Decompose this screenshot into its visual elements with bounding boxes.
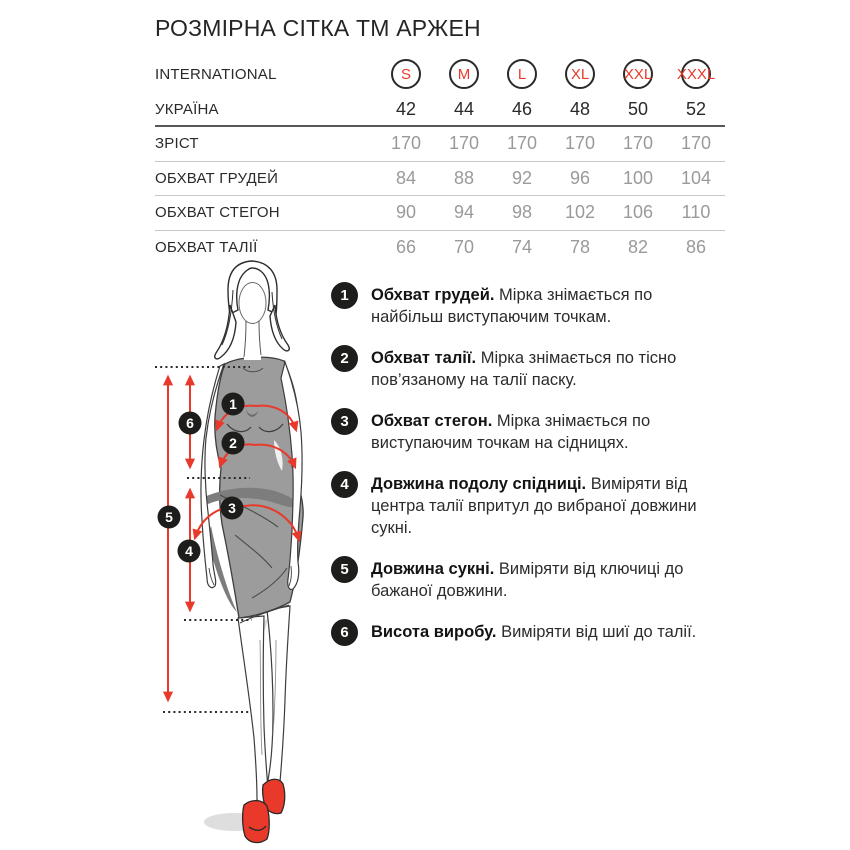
- size-badge-xl: [565, 59, 595, 89]
- value-cell: 102: [564, 202, 596, 223]
- row-label: ОБХВАТ ГРУДЕЙ: [155, 169, 279, 187]
- size-badge-m: [449, 59, 479, 89]
- value-cell: 98: [511, 202, 533, 223]
- value-cell: 78: [569, 237, 591, 258]
- value-cell: 170: [448, 133, 480, 154]
- row-label: ОБХВАТ ТАЛІЇ: [155, 239, 258, 257]
- red-shoes: [243, 779, 285, 842]
- size-letter: M: [457, 65, 471, 83]
- row-height: [155, 127, 725, 162]
- front-shoe: [243, 801, 270, 843]
- size-letter: XXL: [623, 65, 653, 83]
- legend-detail: Виміряти від ключиці до бажаної довжини.: [371, 560, 684, 600]
- marker-number-3: 3: [228, 500, 236, 516]
- legend-detail: Виміряти від центра талії впритул до вибраної довжини сукні.: [371, 475, 697, 537]
- value-cell: 66: [395, 237, 417, 258]
- legend-number-badge: 3: [331, 408, 358, 435]
- legend-term: Довжина сукні.: [371, 560, 495, 578]
- page-title: РОЗМІРНА СІТКА ТМ АРЖЕН: [155, 15, 481, 41]
- size-letter: L: [517, 65, 527, 83]
- legend-description: [371, 473, 725, 539]
- legend-description: [371, 284, 725, 328]
- legend-number-badge: 5: [331, 556, 358, 583]
- legend-number-badge: 1: [331, 282, 358, 309]
- row-hips: [155, 196, 725, 231]
- marker-number-4: 4: [185, 543, 193, 559]
- size-badge-xxxl: [676, 59, 716, 89]
- row-chest: [155, 162, 725, 197]
- woman-sketch-svg: [140, 258, 340, 850]
- legend-detail: Мірка знімається по виступаючим точкам на сідницях.: [371, 412, 651, 452]
- ukraine-label: УКРАЇНА: [155, 101, 219, 118]
- ua-size: 44: [453, 99, 475, 119]
- row-international: [155, 54, 725, 94]
- size-letter: S: [400, 65, 411, 83]
- measurement-legend: [331, 284, 727, 646]
- legend-term: Обхват талії.: [371, 349, 477, 367]
- face: [239, 283, 266, 324]
- size-badge-s: [391, 59, 421, 89]
- row-label: ЗРІСТ: [155, 135, 199, 153]
- value-cell: 94: [453, 202, 475, 223]
- value-cell: 88: [453, 167, 475, 188]
- value-cell: 170: [564, 133, 596, 154]
- value-cell: 170: [622, 133, 654, 154]
- legend-item-1: [331, 284, 727, 328]
- value-cell: 106: [622, 202, 654, 223]
- legend-term: Обхват стегон.: [371, 412, 493, 430]
- value-cell: 104: [680, 167, 712, 188]
- measurement-figure: [140, 258, 340, 850]
- legend-term: Довжина подолу спідниці.: [371, 475, 587, 493]
- ua-size: 50: [627, 99, 649, 119]
- value-cell: 170: [390, 133, 422, 154]
- row-ukraine: [155, 94, 725, 127]
- ua-size: 46: [511, 99, 533, 119]
- marker-number-6: 6: [186, 415, 194, 431]
- size-badge-l: [507, 59, 537, 89]
- legend-description: [371, 558, 725, 602]
- legend-item-3: [331, 410, 727, 454]
- legend-description: [371, 410, 725, 454]
- value-cell: 90: [395, 202, 417, 223]
- legend-term: Висота виробу.: [371, 623, 497, 641]
- value-cell: 170: [680, 133, 712, 154]
- international-label: INTERNATIONAL: [155, 65, 277, 83]
- ua-size: 42: [395, 99, 417, 119]
- legend-description: [371, 347, 725, 391]
- value-cell: 70: [453, 237, 475, 258]
- value-cell: 170: [506, 133, 538, 154]
- size-letter: XXXL: [676, 65, 716, 83]
- legend-item-6: [331, 621, 727, 646]
- value-cell: 82: [627, 237, 649, 258]
- legend-term: Обхват грудей.: [371, 286, 495, 304]
- size-letter: XL: [570, 65, 590, 83]
- value-cell: 110: [681, 202, 711, 223]
- legend-item-5: [331, 558, 727, 602]
- legend-detail: Мірка знімається по найбільш виступаючим точкам.: [371, 286, 653, 326]
- legend-detail: Мірка знімається по тісно пов’язаному на талії паску.: [371, 349, 677, 389]
- legend-number-badge: 4: [331, 471, 358, 498]
- marker-number-2: 2: [229, 435, 237, 451]
- size-badge-xxl: [623, 59, 653, 89]
- legend-description: [371, 621, 725, 643]
- neck-fill: [244, 318, 261, 360]
- marker-number-5: 5: [165, 509, 173, 525]
- ua-size: 52: [685, 99, 707, 119]
- legend-number-badge: 6: [331, 619, 358, 646]
- value-cell: 92: [511, 167, 533, 188]
- size-table: [155, 54, 725, 265]
- value-cell: 96: [569, 167, 591, 188]
- value-cell: 74: [511, 237, 533, 258]
- marker-number-1: 1: [229, 396, 237, 412]
- value-cell: 100: [622, 167, 654, 188]
- legend-number-badge: 2: [331, 345, 358, 372]
- value-cell: 84: [395, 167, 417, 188]
- legend-detail: Виміряти від шиї до талії.: [501, 623, 697, 641]
- row-label: ОБХВАТ СТЕГОН: [155, 204, 280, 222]
- legend-item-4: [331, 473, 727, 539]
- legend-item-2: [331, 347, 727, 391]
- legs: [238, 606, 290, 802]
- value-cell: 86: [685, 237, 707, 258]
- ua-size: 48: [569, 99, 591, 119]
